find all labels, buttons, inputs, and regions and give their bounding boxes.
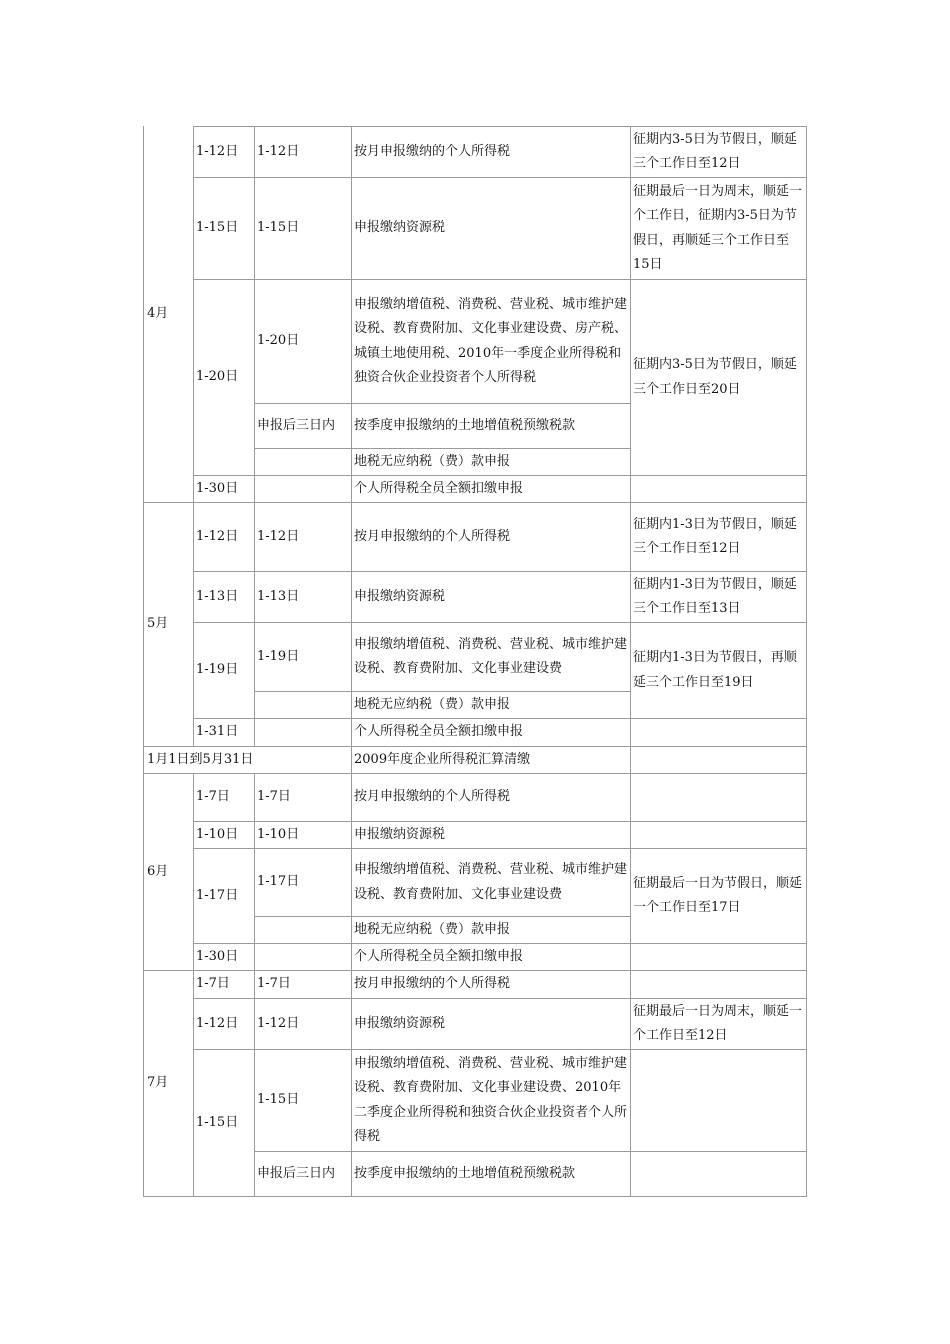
note-may-19: 征期内1-3日为节假日，再顺延三个工作日至19日	[633, 650, 797, 690]
item-jul-resource-tax: 申报缴纳资源税	[354, 1015, 446, 1031]
grid-line	[193, 998, 807, 999]
period-jun-17: 1-17日	[257, 874, 300, 890]
grid-line	[254, 773, 255, 1197]
item-may-resource-tax: 申报缴纳资源税	[354, 588, 446, 604]
note-apr-20: 征期内3-5日为节假日，顺延三个工作日至20日	[633, 357, 797, 397]
deadline-may-19: 1-19日	[196, 662, 239, 678]
item-apr-land-vat: 按季度申报缴纳的土地增值税预缴税款	[354, 417, 576, 433]
item-annual-cit: 2009年度企业所得税汇算清缴	[354, 751, 531, 767]
deadline-apr-20: 1-20日	[196, 369, 239, 385]
grid-line	[193, 571, 807, 572]
period-apr-12: 1-12日	[257, 143, 300, 159]
deadline-jun-30: 1-30日	[196, 948, 239, 964]
grid-line	[143, 746, 807, 747]
grid-line	[143, 970, 807, 971]
item-may-vat: 申报缴纳增值税、消费税、营业税、城市维护建设税、教育费附加、文化事业建设费	[354, 636, 628, 676]
deadline-apr-30: 1-30日	[196, 480, 239, 496]
grid-line	[193, 126, 194, 746]
grid-line	[806, 126, 807, 1197]
period-apr-within3: 申报后三日内	[257, 417, 336, 433]
note-jul-12: 征期最后一日为周末，顺延一个工作日至12日	[633, 1003, 803, 1043]
period-jun-7: 1-7日	[257, 789, 291, 805]
item-apr-personal-monthly: 按月申报缴纳的个人所得税	[354, 143, 511, 159]
grid-line	[143, 1196, 807, 1197]
grid-line	[193, 848, 807, 849]
deadline-jun-10: 1-10日	[196, 826, 239, 842]
period-jan-may: 1月1日到5月31日	[147, 751, 254, 767]
item-may-zero-report: 地税无应纳税（费）款申报	[354, 696, 511, 712]
grid-line	[254, 916, 631, 917]
note-may-13: 征期内1-3日为节假日，顺延三个工作日至13日	[633, 576, 797, 616]
period-jul-within3: 申报后三日内	[257, 1165, 336, 1181]
grid-line	[143, 126, 144, 1197]
grid-line	[143, 773, 807, 774]
grid-line	[193, 622, 807, 623]
period-jul-12: 1-12日	[257, 1015, 300, 1031]
period-jun-10: 1-10日	[257, 826, 300, 842]
month-april: 4月	[147, 306, 169, 322]
month-may: 5月	[147, 616, 169, 632]
grid-line	[193, 773, 194, 1197]
grid-line	[254, 691, 631, 692]
grid-line	[193, 718, 807, 719]
grid-line	[254, 1151, 807, 1152]
deadline-jul-12: 1-12日	[196, 1015, 239, 1031]
period-jul-7: 1-7日	[257, 976, 291, 992]
period-apr-15: 1-15日	[257, 220, 300, 236]
grid-line	[351, 126, 352, 1197]
grid-line	[193, 821, 807, 822]
deadline-may-31: 1-31日	[196, 724, 239, 740]
deadline-may-13: 1-13日	[196, 588, 239, 604]
note-apr-12: 征期内3-5日为节假日，顺延三个工作日至12日	[633, 131, 797, 171]
grid-line	[630, 126, 631, 1197]
deadline-jul-15: 1-15日	[196, 1114, 239, 1130]
grid-line	[254, 126, 255, 746]
item-apr-withholding: 个人所得税全员全额扣缴申报	[354, 480, 524, 496]
item-apr-zero-report: 地税无应纳税（费）款申报	[354, 453, 511, 469]
grid-line	[193, 943, 807, 944]
grid-line	[143, 502, 807, 503]
grid-line	[193, 475, 807, 476]
month-june: 6月	[147, 863, 169, 879]
item-may-personal-monthly: 按月申报缴纳的个人所得税	[354, 528, 511, 544]
note-may-12: 征期内1-3日为节假日，顺延三个工作日至12日	[633, 516, 797, 556]
item-apr-vat-q1: 申报缴纳增值税、消费税、营业税、城市维护建设税、教育费附加、文化事业建设费、房产税、城镇土地使用税、2010年一季度企业所得税和独资合伙企业投资者个人所得税	[354, 296, 628, 385]
deadline-apr-12: 1-12日	[196, 143, 239, 159]
note-apr-15: 征期最后一日为周末，顺延一个工作日，征期内3-5日为节假日，再顺延三个工作日至15日	[633, 183, 803, 272]
grid-line	[254, 448, 631, 449]
grid-line	[193, 126, 807, 127]
item-jul-personal-monthly: 按月申报缴纳的个人所得税	[354, 976, 511, 992]
item-apr-resource-tax: 申报缴纳资源税	[354, 220, 446, 236]
period-may-12: 1-12日	[257, 528, 300, 544]
item-jul-land-vat: 按季度申报缴纳的土地增值税预缴税款	[354, 1165, 576, 1181]
grid-line	[193, 279, 807, 280]
grid-line	[193, 177, 807, 178]
note-jun-17: 征期最后一日为节假日，顺延一个工作日至17日	[633, 875, 803, 915]
item-jun-withholding: 个人所得税全员全额扣缴申报	[354, 948, 524, 964]
deadline-jul-7: 1-7日	[196, 976, 230, 992]
period-may-19: 1-19日	[257, 648, 300, 664]
item-jun-personal-monthly: 按月申报缴纳的个人所得税	[354, 789, 511, 805]
grid-line	[193, 1049, 807, 1050]
period-apr-20: 1-20日	[257, 333, 300, 349]
month-july: 7月	[147, 1075, 169, 1091]
period-jul-15: 1-15日	[257, 1092, 300, 1108]
grid-line	[254, 403, 631, 404]
deadline-jun-7: 1-7日	[196, 789, 230, 805]
item-jun-vat: 申报缴纳增值税、消费税、营业税、城市维护建设税、教育费附加、文化事业建设费	[354, 862, 628, 902]
item-jul-vat-q2: 申报缴纳增值税、消费税、营业税、城市维护建设税、教育费附加、文化事业建设费、2010年二季度企业所得税和独资合伙企业投资者个人所得税	[354, 1055, 628, 1144]
period-may-13: 1-13日	[257, 588, 300, 604]
deadline-apr-15: 1-15日	[196, 220, 239, 236]
item-jun-resource-tax: 申报缴纳资源税	[354, 826, 446, 842]
deadline-jun-17: 1-17日	[196, 887, 239, 903]
item-jun-zero-report: 地税无应纳税（费）款申报	[354, 921, 511, 937]
deadline-may-12: 1-12日	[196, 528, 239, 544]
item-may-withholding: 个人所得税全员全额扣缴申报	[354, 724, 524, 740]
